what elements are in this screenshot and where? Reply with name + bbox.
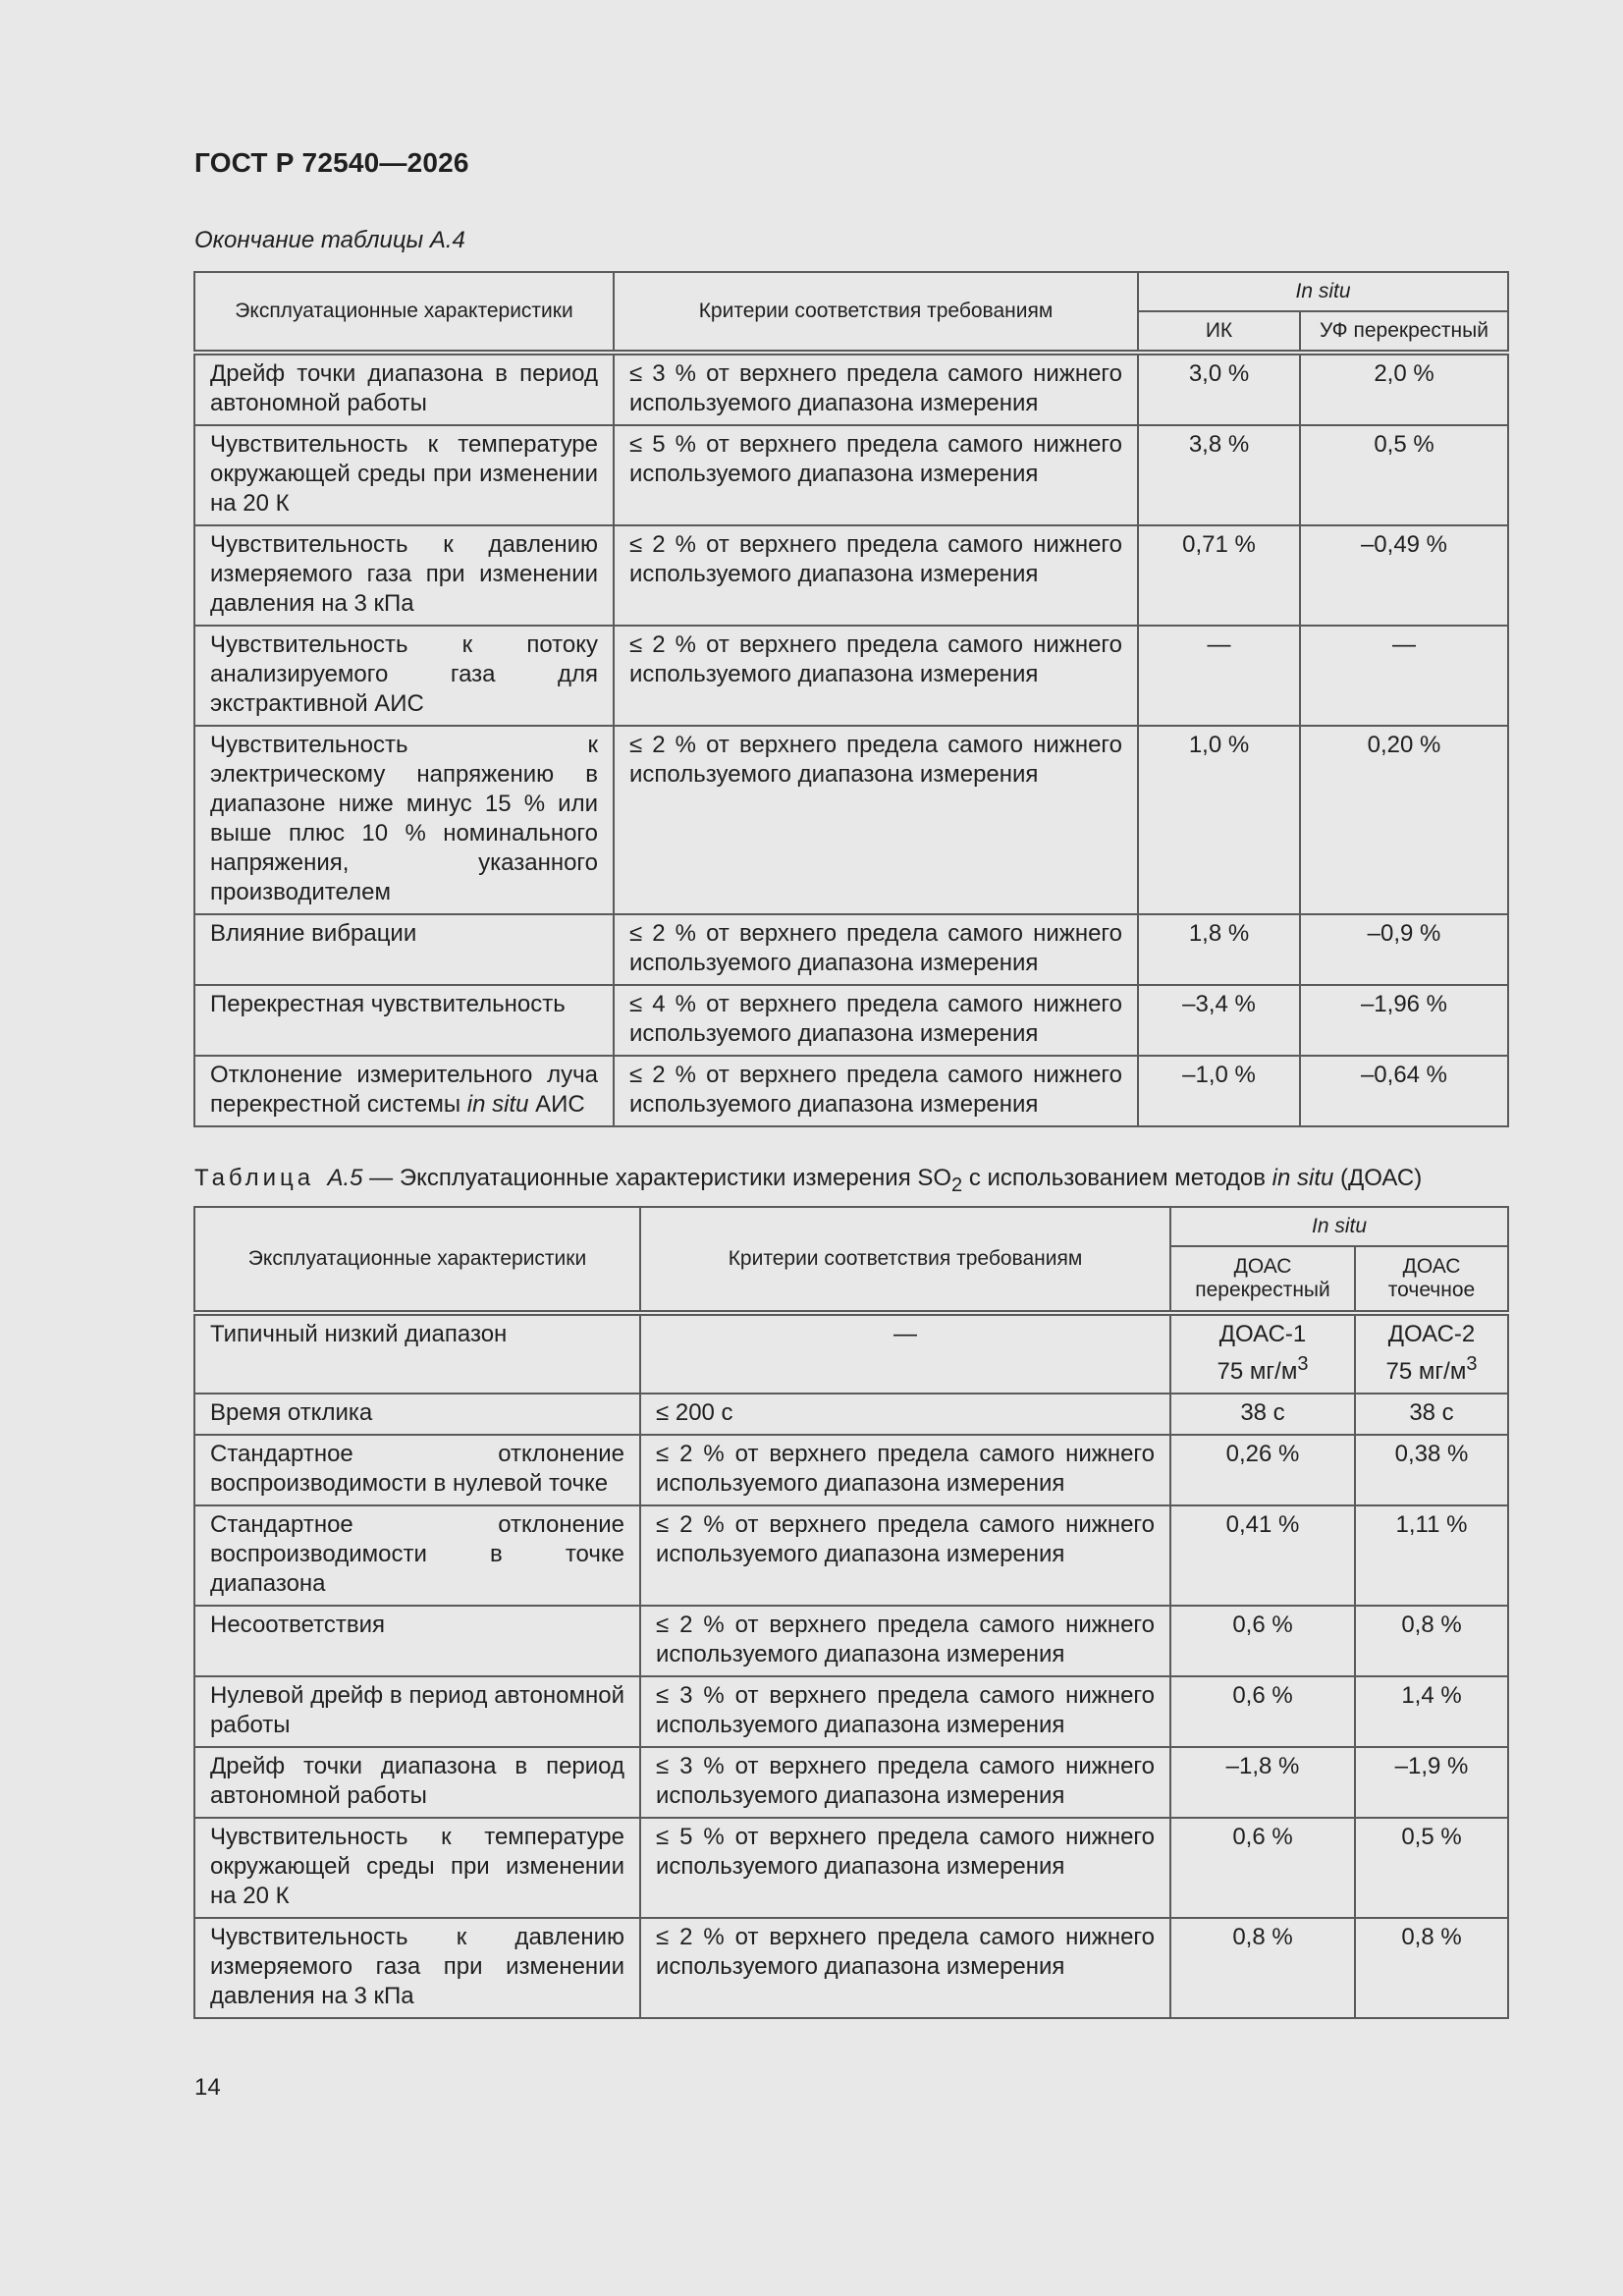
cell-criteria: ≤ 3 % от верхнего предела самого нижнего используемого диапазона измерения: [640, 1747, 1170, 1818]
header-uf-cross: УФ перекрестный: [1300, 311, 1508, 353]
table-row: [194, 1818, 1508, 1918]
cell-criteria: ≤ 2 % от верхнего предела самого нижнего используемого диапазона измерения: [640, 1918, 1170, 2018]
cell-criteria: —: [640, 1313, 1170, 1394]
table-row: [194, 1606, 1508, 1676]
cell-characteristic: Стандартное отклонение воспроизводимости в нулевой точке: [194, 1435, 640, 1505]
cell-value: 0,5 %: [1355, 1818, 1508, 1918]
cell-criteria: ≤ 3 % от верхнего предела самого нижнего используемого диапазона измерения: [614, 353, 1138, 425]
cell-criteria: ≤ 3 % от верхнего предела самого нижнего используемого диапазона измерения: [640, 1676, 1170, 1747]
caption-subscript: 2: [951, 1174, 963, 1196]
cell-value: –0,64 %: [1300, 1056, 1508, 1126]
table-row: [194, 626, 1508, 726]
cell-superscript: 3: [1297, 1353, 1309, 1375]
cell-value: 3,8 %: [1138, 425, 1300, 525]
table-row: [194, 1747, 1508, 1818]
header-doas-point: [1355, 1246, 1508, 1313]
cell-value: 1,0 %: [1138, 726, 1300, 914]
cell-characteristic: Чувствительность к температуре окружающей среды при изменении на 20 К: [194, 425, 614, 525]
header-characteristic: Эксплуатационные характеристики: [194, 1207, 640, 1313]
cell-value: –1,0 %: [1138, 1056, 1300, 1126]
cell-value: –1,8 %: [1170, 1747, 1355, 1818]
caption-text: с использованием методов: [962, 1165, 1272, 1191]
cell-characteristic: Стандартное отклонение воспроизводимости в точке диапазона: [194, 1505, 640, 1606]
cell-value: –1,96 %: [1300, 985, 1508, 1056]
cell-characteristic: Чувствительность к электрическому напряжению в диапазоне ниже минус 15 % или выше плюс 10 % номинального напряжения, указанного производителем: [194, 726, 614, 914]
table-row: [194, 425, 1508, 525]
cell-value: 0,5 %: [1300, 425, 1508, 525]
cell-characteristic: Чувствительность к давлению измеряемого газа при изменении давления на 3 кПа: [194, 1918, 640, 2018]
header-characteristic: Эксплуатационные характеристики: [194, 272, 614, 353]
cell-value: 1,11 %: [1355, 1505, 1508, 1606]
table-row: [194, 1505, 1508, 1606]
cell-superscript: 3: [1466, 1353, 1478, 1375]
caption-text: (ДОАС): [1333, 1165, 1423, 1191]
caption-number: А.5: [327, 1165, 363, 1191]
cell-value: 0,8 %: [1355, 1606, 1508, 1676]
cell-characteristic: Чувствительность к температуре окружающей среды при изменении на 20 К: [194, 1818, 640, 1918]
cell-criteria: ≤ 200 с: [640, 1394, 1170, 1435]
cell-line: ДОАС-1: [1218, 1321, 1307, 1347]
header-line: ДОАС: [1233, 1255, 1292, 1278]
cell-value: 0,26 %: [1170, 1435, 1355, 1505]
cell-text: АИС: [528, 1091, 585, 1118]
cell-criteria: ≤ 2 % от верхнего предела самого нижнего используемого диапазона измерения: [614, 726, 1138, 914]
table-a5-caption: [194, 1164, 1422, 1200]
cell-criteria: ≤ 2 % от верхнего предела самого нижнего используемого диапазона измерения: [640, 1505, 1170, 1606]
table-row: [194, 1394, 1508, 1435]
table-row: [194, 726, 1508, 914]
cell-criteria: ≤ 5 % от верхнего предела самого нижнего используемого диапазона измерения: [614, 425, 1138, 525]
cell-value: 0,6 %: [1170, 1606, 1355, 1676]
cell-value: 38 с: [1170, 1394, 1355, 1435]
cell-value: 1,8 %: [1138, 914, 1300, 985]
cell-line: 75 мг/м: [1385, 1358, 1467, 1385]
cell-characteristic: [194, 1056, 614, 1126]
cell-criteria: ≤ 2 % от верхнего предела самого нижнего используемого диапазона измерения: [640, 1606, 1170, 1676]
caption-label: Таблица: [194, 1165, 315, 1191]
cell-value: 1,4 %: [1355, 1676, 1508, 1747]
cell-value: –0,49 %: [1300, 525, 1508, 626]
cell-criteria: ≤ 2 % от верхнего предела самого нижнего используемого диапазона измерения: [614, 626, 1138, 726]
table-row: [194, 353, 1508, 425]
table-row: [194, 1676, 1508, 1747]
cell-criteria: ≤ 4 % от верхнего предела самого нижнего используемого диапазона измерения: [614, 985, 1138, 1056]
cell-criteria: ≤ 2 % от верхнего предела самого нижнего используемого диапазона измерения: [640, 1435, 1170, 1505]
cell-characteristic: Нулевой дрейф в период автономной работы: [194, 1676, 640, 1747]
header-doas-cross: [1170, 1246, 1355, 1313]
table-row: [194, 914, 1508, 985]
cell-value: 0,20 %: [1300, 726, 1508, 914]
table-a4-end: [193, 271, 1509, 1127]
cell-characteristic: Перекрестная чувствительность: [194, 985, 614, 1056]
cell-value: 0,6 %: [1170, 1818, 1355, 1918]
cell-criteria: ≤ 2 % от верхнего предела самого нижнего используемого диапазона измерения: [614, 914, 1138, 985]
cell-value: –0,9 %: [1300, 914, 1508, 985]
cell-value: 0,71 %: [1138, 525, 1300, 626]
header-in-situ: In situ: [1170, 1207, 1508, 1246]
cell-value: 0,8 %: [1355, 1918, 1508, 2018]
header-in-situ: In situ: [1138, 272, 1508, 311]
cell-value: 0,41 %: [1170, 1505, 1355, 1606]
cell-value: —: [1138, 626, 1300, 726]
cell-characteristic: Дрейф точки диапазона в период автономной работы: [194, 1747, 640, 1818]
cell-characteristic: Дрейф точки диапазона в период автономной работы: [194, 353, 614, 425]
cell-value: [1355, 1313, 1508, 1394]
header-line: перекрестный: [1195, 1279, 1330, 1301]
cell-value: 2,0 %: [1300, 353, 1508, 425]
header-ik: ИК: [1138, 311, 1300, 353]
cell-text-italic: in situ: [466, 1091, 529, 1118]
page-number: 14: [194, 2074, 221, 2101]
cell-characteristic: Влияние вибрации: [194, 914, 614, 985]
cell-criteria: ≤ 2 % от верхнего предела самого нижнего используемого диапазона измерения: [614, 525, 1138, 626]
cell-characteristic: Чувствительность к давлению измеряемого газа при изменении давления на 3 кПа: [194, 525, 614, 626]
header-line: ДОАС: [1402, 1255, 1461, 1278]
cell-value: –3,4 %: [1138, 985, 1300, 1056]
cell-characteristic: Типичный низкий диапазон: [194, 1313, 640, 1394]
header-criteria: Критерии соответствия требованиям: [614, 272, 1138, 353]
header-criteria: Критерии соответствия требованиям: [640, 1207, 1170, 1313]
cell-line: 75 мг/м: [1217, 1358, 1298, 1385]
cell-value: [1170, 1313, 1355, 1394]
header-line: точечное: [1387, 1279, 1476, 1301]
table-row: [194, 1056, 1508, 1126]
cell-characteristic: Несоответствия: [194, 1606, 640, 1676]
table-row: [194, 1313, 1508, 1394]
cell-value: —: [1300, 626, 1508, 726]
caption-text-italic: in situ: [1271, 1165, 1334, 1191]
cell-text: Отклонение измерительного луча перекрестной системы: [210, 1062, 598, 1118]
cell-characteristic: Чувствительность к потоку анализируемого газа для экстрактивной АИС: [194, 626, 614, 726]
table-row: [194, 985, 1508, 1056]
table-row: [194, 1435, 1508, 1505]
cell-value: 3,0 %: [1138, 353, 1300, 425]
cell-value: 0,8 %: [1170, 1918, 1355, 2018]
cell-characteristic: Время отклика: [194, 1394, 640, 1435]
cell-value: 38 с: [1355, 1394, 1508, 1435]
cell-line: ДОАС-2: [1387, 1321, 1476, 1347]
cell-value: 0,38 %: [1355, 1435, 1508, 1505]
table-row: [194, 525, 1508, 626]
cell-criteria: ≤ 2 % от верхнего предела самого нижнего используемого диапазона измерения: [614, 1056, 1138, 1126]
cell-criteria: ≤ 5 % от верхнего предела самого нижнего используемого диапазона измерения: [640, 1818, 1170, 1918]
table-continuation-caption: Окончание таблицы А.4: [194, 227, 465, 253]
standard-code: ГОСТ Р 72540—2026: [194, 147, 469, 178]
table-row: [194, 1918, 1508, 2018]
caption-text: — Эксплуатационные характеристики измерения SO: [362, 1165, 952, 1191]
cell-value: –1,9 %: [1355, 1747, 1508, 1818]
table-a5: [193, 1206, 1509, 2019]
cell-value: 0,6 %: [1170, 1676, 1355, 1747]
